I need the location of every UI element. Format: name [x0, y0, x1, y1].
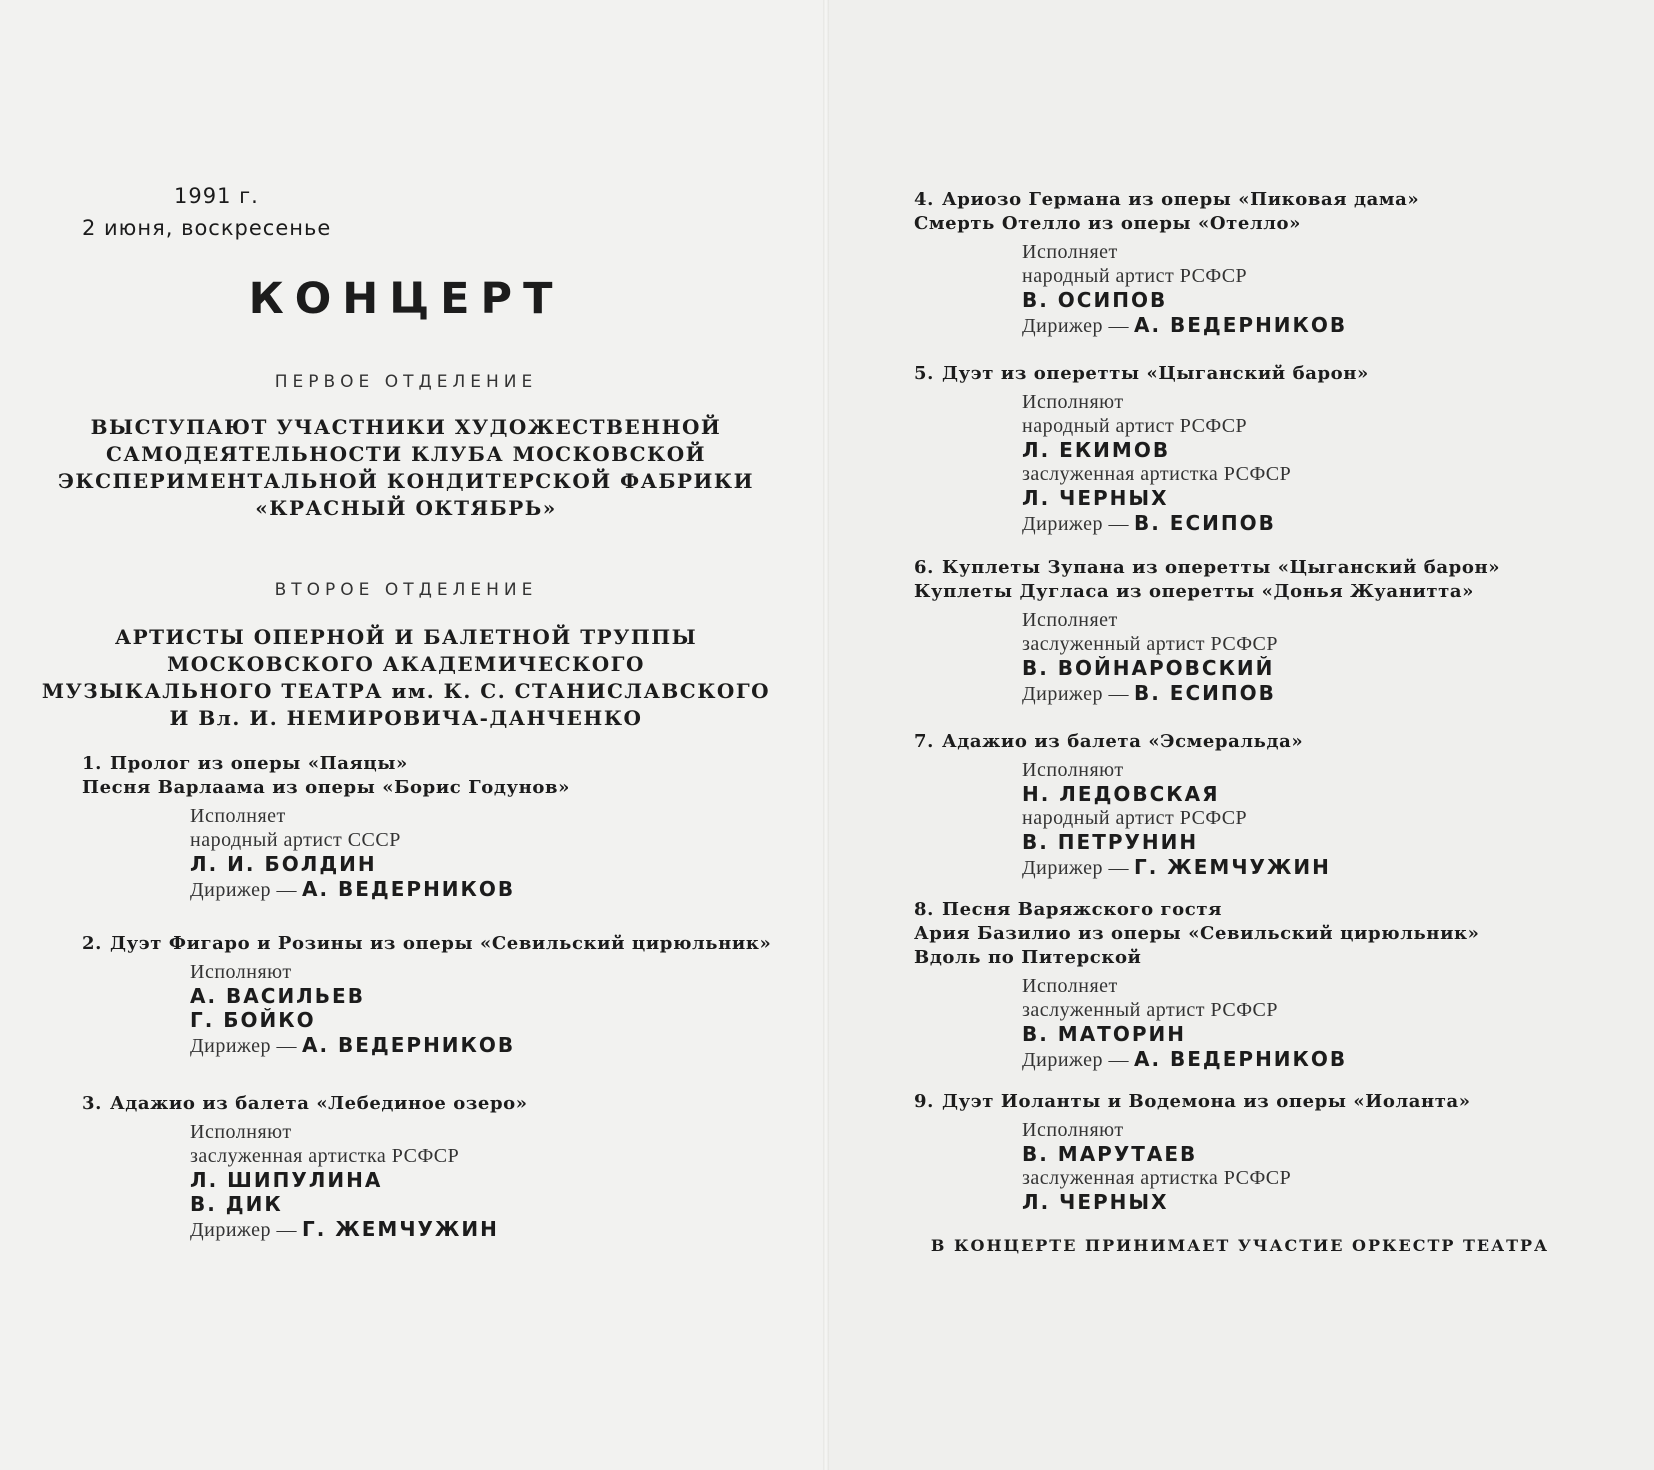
performers-block: [914, 1118, 1471, 1214]
piece-line: [914, 1090, 1471, 1114]
piece-title: Куплеты Зупана из оперетты «Цыганский барон»: [942, 557, 1501, 578]
program-item: [914, 1090, 1471, 1214]
performer-name: Л. ЕКИМОВ: [1022, 438, 1171, 462]
piece-title: Куплеты Дугласа из оперетты «Донья Жуанитта»: [914, 581, 1475, 602]
performer-title: народный артист СССР: [190, 829, 401, 851]
conductor-line: [1022, 312, 1419, 339]
piece-title: Смерть Отелло из оперы «Отелло»: [914, 213, 1301, 234]
performer-label: Исполняет: [190, 805, 286, 827]
program-item: [914, 188, 1419, 339]
orchestra-note: В КОНЦЕРТЕ ПРИНИМАЕТ УЧАСТИЕ ОРКЕСТР ТЕАТРА: [930, 1236, 1550, 1255]
part1-line: ЭКСПЕРИМЕНТАЛЬНОЙ КОНДИТЕРСКОЙ ФАБРИКИ: [57, 469, 755, 493]
conductor-name: Г. ЖЕМЧУЖИН: [1133, 855, 1331, 879]
conductor-line: [1022, 680, 1500, 707]
piece-title: Ария Базилио из оперы «Севильский цирюльник»: [914, 923, 1480, 944]
conductor-label: Дирижер —: [1022, 857, 1129, 879]
performer-title: народный артист РСФСР: [1022, 415, 1248, 437]
part1-line: ВЫСТУПАЮТ УЧАСТНИКИ ХУДОЖЕСТВЕННОЙ: [90, 415, 722, 439]
performer-name: В. ПЕТРУНИН: [1022, 830, 1199, 854]
performer-title: заслуженный артист РСФСР: [1022, 633, 1278, 655]
performer-name: Л. ЧЕРНЫХ: [1022, 486, 1169, 510]
conductor-line: [190, 1216, 528, 1243]
page-title: КОНЦЕРТ: [248, 274, 564, 324]
performer-label: Исполняет: [1022, 241, 1118, 263]
conductor-name: А. ВЕДЕРНИКОВ: [1133, 1047, 1348, 1071]
date: 2 июня, воскресенье: [82, 216, 332, 240]
performers-block: [914, 974, 1480, 1073]
item-number: 4.: [914, 189, 934, 210]
performer-label: Исполняют: [1022, 1119, 1124, 1141]
performer-name: В. МАТОРИН: [1022, 1022, 1186, 1046]
part1-line: «КРАСНЫЙ ОКТЯБРЬ»: [255, 496, 557, 520]
piece-line: [82, 1092, 528, 1116]
performer-name: В. ВОЙНАРОВСКИЙ: [1022, 656, 1275, 680]
piece-title: Дуэт Иоланты и Водемона из оперы «Иоланта»: [942, 1091, 1471, 1112]
conductor-line: [1022, 510, 1369, 537]
piece-line: [82, 752, 570, 776]
performer-label: Исполняют: [190, 961, 292, 983]
performers-block: [914, 390, 1369, 537]
piece-title: Адажио из балета «Эсмеральда»: [942, 731, 1304, 752]
performer-name: Н. ЛЕДОВСКАЯ: [1022, 782, 1220, 806]
conductor-name: А. ВЕДЕРНИКОВ: [301, 1033, 516, 1057]
piece-title: Дуэт из оперетты «Цыганский барон»: [942, 363, 1369, 384]
performer-label: Исполняют: [190, 1121, 292, 1143]
program-item: [82, 752, 570, 903]
conductor-name: А. ВЕДЕРНИКОВ: [1133, 313, 1348, 337]
performers-block: [82, 1120, 528, 1243]
conductor-label: Дирижер —: [1022, 1049, 1129, 1071]
piece-line: [914, 188, 1419, 212]
performer-name: В. МАРУТАЕВ: [1022, 1142, 1198, 1166]
performer-title: заслуженный артист РСФСР: [1022, 999, 1278, 1021]
performers-block: [82, 960, 771, 1059]
performer-title: заслуженная артистка РСФСР: [1022, 1167, 1292, 1189]
part2-line: МОСКОВСКОГО АКАДЕМИЧЕСКОГО: [167, 652, 645, 676]
performer-name: Л. И. БОЛДИН: [190, 852, 377, 876]
performer-label: Исполняет: [1022, 975, 1118, 997]
part2-line: АРТИСТЫ ОПЕРНОЙ И БАЛЕТНОЙ ТРУППЫ: [114, 625, 698, 649]
item-number: 6.: [914, 557, 934, 578]
piece-title: Ариозо Германа из оперы «Пиковая дама»: [942, 189, 1420, 210]
program-item: [82, 932, 771, 1059]
conductor-label: Дирижер —: [190, 1219, 297, 1241]
performers-block: [914, 608, 1500, 707]
item-number: 3.: [82, 1093, 102, 1114]
piece-title: Пролог из оперы «Паяцы»: [110, 753, 408, 774]
piece-line: [914, 730, 1331, 754]
performers-block: [914, 758, 1331, 881]
conductor-name: А. ВЕДЕРНИКОВ: [301, 877, 516, 901]
item-number: 7.: [914, 731, 934, 752]
performer-label: Исполняют: [1022, 759, 1124, 781]
part1-label: ПЕРВОЕ ОТДЕЛЕНИЕ: [274, 372, 538, 392]
program-item: [914, 556, 1500, 707]
piece-title: Вдоль по Питерской: [914, 947, 1142, 968]
piece-line: [914, 362, 1369, 386]
conductor-line: [1022, 854, 1331, 881]
performer-name: В. ДИК: [190, 1192, 283, 1216]
performer-name: В. ОСИПОВ: [1022, 288, 1168, 312]
performers-block: [914, 240, 1419, 339]
performers-block: [82, 804, 570, 903]
piece-line: [914, 898, 1480, 922]
piece-title: Адажио из балета «Лебединое озеро»: [110, 1093, 528, 1114]
part2-line: И Вл. И. НЕМИРОВИЧА-ДАНЧЕНКО: [169, 706, 643, 730]
item-number: 8.: [914, 899, 934, 920]
conductor-name: В. ЕСИПОВ: [1133, 681, 1276, 705]
program-item: [914, 362, 1369, 537]
conductor-label: Дирижер —: [190, 1035, 297, 1057]
conductor-label: Дирижер —: [190, 879, 297, 901]
conductor-label: Дирижер —: [1022, 513, 1129, 535]
program-item: [82, 1092, 528, 1243]
year: 1991 г.: [174, 184, 259, 208]
piece-line: [82, 932, 771, 956]
piece-title: Песня Варлаама из оперы «Борис Годунов»: [82, 777, 570, 798]
conductor-line: [190, 876, 570, 903]
item-number: 2.: [82, 933, 102, 954]
conductor-name: Г. ЖЕМЧУЖИН: [301, 1217, 499, 1241]
performer-title: народный артист РСФСР: [1022, 807, 1248, 829]
conductor-label: Дирижер —: [1022, 683, 1129, 705]
piece-title: Песня Варяжского гостя: [942, 899, 1223, 920]
part2-line: МУЗЫКАЛЬНОГО ТЕАТРА им. К. С. СТАНИСЛАВСКОГО: [41, 679, 771, 703]
conductor-name: В. ЕСИПОВ: [1133, 511, 1276, 535]
part2-description: [0, 624, 812, 732]
part1-line: САМОДЕЯТЕЛЬНОСТИ КЛУБА МОСКОВСКОЙ: [105, 442, 707, 466]
performer-title: заслуженная артистка РСФСР: [1022, 463, 1292, 485]
item-number: 5.: [914, 363, 934, 384]
program-item: [914, 898, 1480, 1073]
program-item: [914, 730, 1331, 881]
part2-label: ВТОРОЕ ОТДЕЛЕНИЕ: [274, 580, 538, 600]
item-number: 1.: [82, 753, 102, 774]
performer-name: Л. ШИПУЛИНА: [190, 1168, 383, 1192]
performer-label: Исполняют: [1022, 391, 1124, 413]
performer-name: Л. ЧЕРНЫХ: [1022, 1190, 1169, 1214]
item-number: 9.: [914, 1091, 934, 1112]
performer-name: А. ВАСИЛЬЕВ: [190, 984, 365, 1008]
conductor-line: [1022, 1046, 1480, 1073]
conductor-label: Дирижер —: [1022, 315, 1129, 337]
performer-title: народный артист РСФСР: [1022, 265, 1248, 287]
piece-title: Дуэт Фигаро и Розины из оперы «Севильский цирюльник»: [110, 933, 772, 954]
conductor-line: [190, 1032, 771, 1059]
part1-description: [0, 414, 812, 522]
performer-name: Г. БОЙКО: [190, 1008, 316, 1032]
piece-line: [914, 556, 1500, 580]
performer-title: заслуженная артистка РСФСР: [190, 1145, 460, 1167]
performer-label: Исполняет: [1022, 609, 1118, 631]
